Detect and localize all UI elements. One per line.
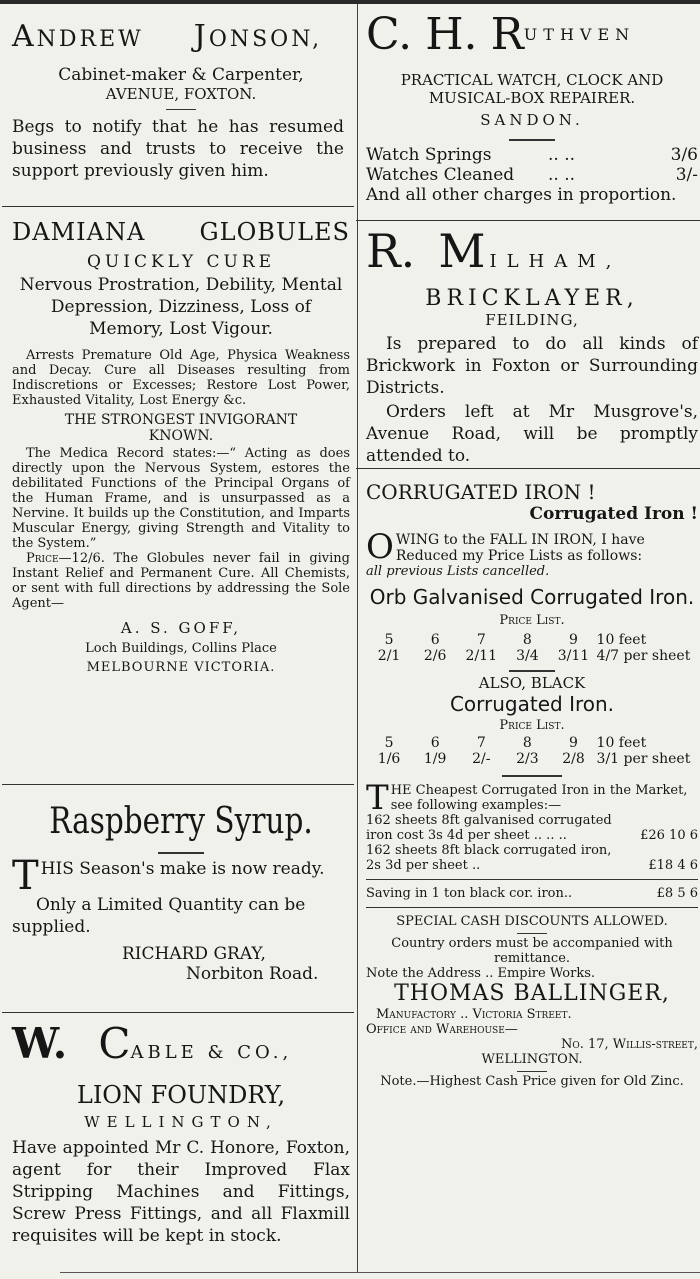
jonson-address: AVENUE, FOXTON. [105, 85, 257, 103]
ruthven-item [366, 165, 698, 185]
price-cell: 3/11 [557, 648, 590, 664]
initial-r: R [490, 9, 524, 60]
milham-heading [366, 226, 698, 287]
damiana-title [12, 218, 350, 246]
price-cell: 2/1 [377, 648, 401, 664]
rule [517, 933, 547, 934]
raspberry-line2: Only a Limited Quantity can be supplied. [12, 895, 306, 937]
galv-prices [366, 648, 698, 664]
iron-discount: SPECIAL CASH DISCOUNTS ALLOWED. [396, 914, 668, 929]
ad-ruthven [366, 9, 698, 205]
item-price: 3/6 [670, 145, 698, 165]
ruthven-price-list [366, 145, 698, 205]
price-cell: 2/11 [465, 648, 497, 664]
ad-corrugated-iron [366, 480, 698, 1089]
size-cell: 10 feet [596, 735, 647, 751]
size-cell: 9 [569, 735, 578, 751]
ad-separator [356, 220, 700, 221]
iron-note-address: Note the Address .. Empire Works. [366, 966, 596, 981]
ad-milham [366, 226, 698, 467]
item-dots: .. .. [548, 145, 576, 165]
example-amount: £18 4 6 [648, 858, 698, 873]
size-cell: 6 [430, 735, 440, 751]
jonson-heading [12, 19, 350, 55]
drop-cap-o: O [366, 527, 394, 567]
rule [166, 109, 196, 110]
price-cell: 2/3 [516, 751, 539, 767]
milham-town: FEILDING, [485, 311, 579, 329]
iron-also: ALSO, BLACK [478, 674, 586, 692]
raspberry-line1: HIS Season's make is now ready. [40, 859, 325, 879]
size-cell: 7 [476, 735, 486, 751]
size-cell: 6 [430, 632, 440, 648]
ruthven-item [366, 145, 698, 165]
jonson-trade: Cabinet-maker & Carpenter, [58, 65, 304, 85]
damiana-para1: Arrests Premature Old Age, Physica Weakness and Decay. Cure all Diseases resulting from Indiscretions or Excesses; Restore Lost Power, Exhausted Vitality, Lost Energy &c. [12, 348, 350, 408]
rule [366, 907, 698, 908]
rule [158, 852, 204, 854]
cable-body: Have appointed Mr C. Honore, Foxton, agent for their Improved Flax Stripping Machines and Fittings, Screw Press Fittings, and all Flaxmill requisites will be kept in stock. [12, 1138, 350, 1246]
ad-separator [356, 468, 700, 469]
raspberry-body [12, 853, 350, 899]
rule [366, 879, 698, 880]
drop-cap-t: T [366, 778, 389, 818]
cable-name: ABLE & CO., [130, 1042, 293, 1063]
iron-office-city: WELLINGTON. [481, 1052, 583, 1067]
column-divider [357, 4, 358, 1272]
galv-sizes [366, 632, 698, 648]
item-dots: .. .. [548, 165, 576, 185]
rule [502, 775, 562, 777]
damiana-title-left: DAMIANA [12, 218, 146, 246]
black-title: Corrugated Iron. [449, 692, 615, 716]
initial-m: M [438, 224, 486, 278]
item-label: Watch Springs [366, 145, 492, 165]
damiana-para3 [12, 551, 350, 611]
size-cell: 7 [476, 632, 486, 648]
cable-city: WELLINGTON, [84, 1113, 278, 1131]
jonson-first-name: NDREW [36, 27, 144, 52]
drop-cap-t: T [12, 853, 39, 899]
cable-foundry: LION FOUNDRY, [76, 1081, 286, 1109]
price-cell: 3/1 per sheet [596, 751, 691, 767]
price-cell: 1/9 [423, 751, 447, 767]
damiana-subtitle: QUICKLY CURE [86, 252, 276, 272]
ruthven-name: UTHVEN [523, 25, 636, 44]
rule [509, 139, 555, 141]
saving-amount: £8 5 6 [656, 886, 698, 901]
iron-country: Country orders must be accompanied with remittance. [391, 936, 673, 966]
cheap-intro [366, 778, 698, 818]
iron-intro-text: WING to the FALL IN IRON, I have Reduced my Price Lists as follows: [395, 532, 645, 564]
cheap-intro-text: HE Cheapest Corrugated Iron in the Market, see following examples:— [390, 783, 688, 813]
initial-j: J [193, 19, 209, 54]
damiana-agent-city: MELBOURNE VICTORIA. [86, 660, 276, 675]
raspberry-name: RICHARD GRAY, [122, 944, 266, 964]
milham-para2: Orders left at Mr Musgrove's, Avenue Road, will be promptly attended to. [366, 402, 698, 466]
price-cell: 2/8 [562, 751, 585, 767]
price-list-label: Price List. [499, 718, 565, 733]
example-row [366, 843, 698, 873]
damiana-para2: The Medica Record states:—“ Acting as does directly upon the Nervous System, estores the debilitated Functions of the Principal Organs of the Human Frame, and is unsurpassed as a Nervine. It builds up the Constitution, and Imparts Muscular Energy, giving Strength and Vitality to the System.” [12, 446, 350, 551]
iron-office: Office and Warehouse— [366, 1022, 518, 1037]
item-price: 3/- [675, 165, 698, 185]
bottom-border [60, 1272, 700, 1273]
black-sizes [366, 735, 698, 751]
ad-cable [12, 1019, 350, 1247]
price-list-label: Price List. [499, 613, 565, 628]
saving-row [366, 886, 698, 901]
example-desc: 162 sheets 8ft black corrugated iron, 2s 3d per sheet .. [366, 843, 612, 873]
size-cell: 8 [522, 632, 532, 648]
size-cell: 5 [384, 632, 394, 648]
ruthven-trade: PRACTICAL WATCH, CLOCK AND MUSICAL-BOX REPAIRER. [400, 71, 664, 107]
jonson-last-name: ONSON, [208, 27, 323, 52]
example-desc: 162 sheets 8ft galvanised corrugated iron cost 3s 4d per sheet .. .. .. [366, 813, 612, 843]
damiana-lead: Nervous Prostration, Debility, Mental Depression, Dizziness, Loss of Memory, Lost Vigour. [19, 275, 343, 339]
iron-factory: Manufactory .. Victoria Street. [376, 1007, 572, 1022]
price-cell: 1/6 [377, 751, 401, 767]
ruthven-town: SANDON. [480, 111, 584, 129]
iron-note-price: Note.—Highest Cash Price given for Old Zinc. [380, 1074, 684, 1089]
ad-raspberry [12, 800, 350, 984]
initial-r: R. [366, 224, 416, 278]
ad-jonson [12, 19, 350, 182]
ruthven-footer: And all other charges in proportion. [366, 185, 677, 205]
iron-intro [366, 527, 698, 567]
initial-c: C. [366, 9, 413, 60]
price-cell: 2/6 [423, 648, 447, 664]
damiana-para3-text: —12/6. The Globules never fail in giving Instant Relief and Permanent Cure. All Chemists, or sent with full directions by addressing the Sole Agent— [12, 551, 350, 611]
initial-c: C [98, 1019, 131, 1068]
iron-subheadline: Corrugated Iron ! [529, 504, 698, 524]
raspberry-title: Raspberry Syrup. [49, 801, 313, 842]
size-cell: 9 [569, 632, 578, 648]
saving-label: Saving in 1 ton black cor. iron.. [366, 886, 573, 901]
jonson-body: Begs to notify that he has resumed business and trusts to receive the support previously given him. [12, 117, 344, 181]
example-amount: £26 10 6 [640, 828, 698, 843]
item-label: Watches Cleaned [366, 165, 515, 185]
price-cell: 2/- [472, 751, 491, 767]
initial-w: W. [12, 1019, 68, 1068]
black-prices [366, 751, 698, 767]
milham-trade: BRICKLAYER, [425, 286, 639, 311]
ad-separator [2, 784, 354, 785]
ad-separator [2, 206, 354, 207]
iron-headline: CORRUGATED IRON ! [366, 480, 596, 504]
size-cell: 10 feet [596, 632, 647, 648]
size-cell: 5 [384, 735, 394, 751]
damiana-agent: A. S. GOFF, [120, 619, 242, 637]
price-cell: 4/7 per sheet [596, 648, 691, 664]
damiana-heading: THE STRONGEST INVIGORANT KNOWN. [64, 412, 298, 444]
damiana-title-right: GLOBULES [199, 218, 350, 246]
milham-para1: Is prepared to do all kinds of Brickwork in Foxton or Surrounding Districts. [366, 334, 698, 398]
rule [509, 670, 555, 672]
iron-owner: THOMAS BALLINGER, [394, 981, 670, 1006]
iron-intro-note: all previous Lists cancelled. [366, 564, 550, 579]
damiana-agent-address: Loch Buildings, Collins Place [85, 641, 277, 656]
price-cell: 3/4 [516, 648, 539, 664]
iron-office-address: No. 17, Willis-street, [560, 1037, 698, 1052]
size-cell: 8 [522, 735, 532, 751]
ruthven-heading [366, 9, 698, 67]
cable-heading [12, 1019, 350, 1075]
initial-h: H. [425, 9, 478, 60]
initial-a: A [12, 19, 37, 54]
raspberry-address: Norbiton Road. [186, 964, 319, 984]
top-border [0, 0, 700, 4]
damiana-price-label: Price [26, 551, 59, 566]
ad-separator [2, 1012, 354, 1013]
galv-title: Orb Galvanised Corrugated Iron. [369, 585, 695, 609]
rule [517, 1071, 547, 1072]
example-row [366, 813, 698, 843]
ad-damiana [12, 218, 350, 675]
milham-name: ILHAM, [489, 251, 622, 272]
